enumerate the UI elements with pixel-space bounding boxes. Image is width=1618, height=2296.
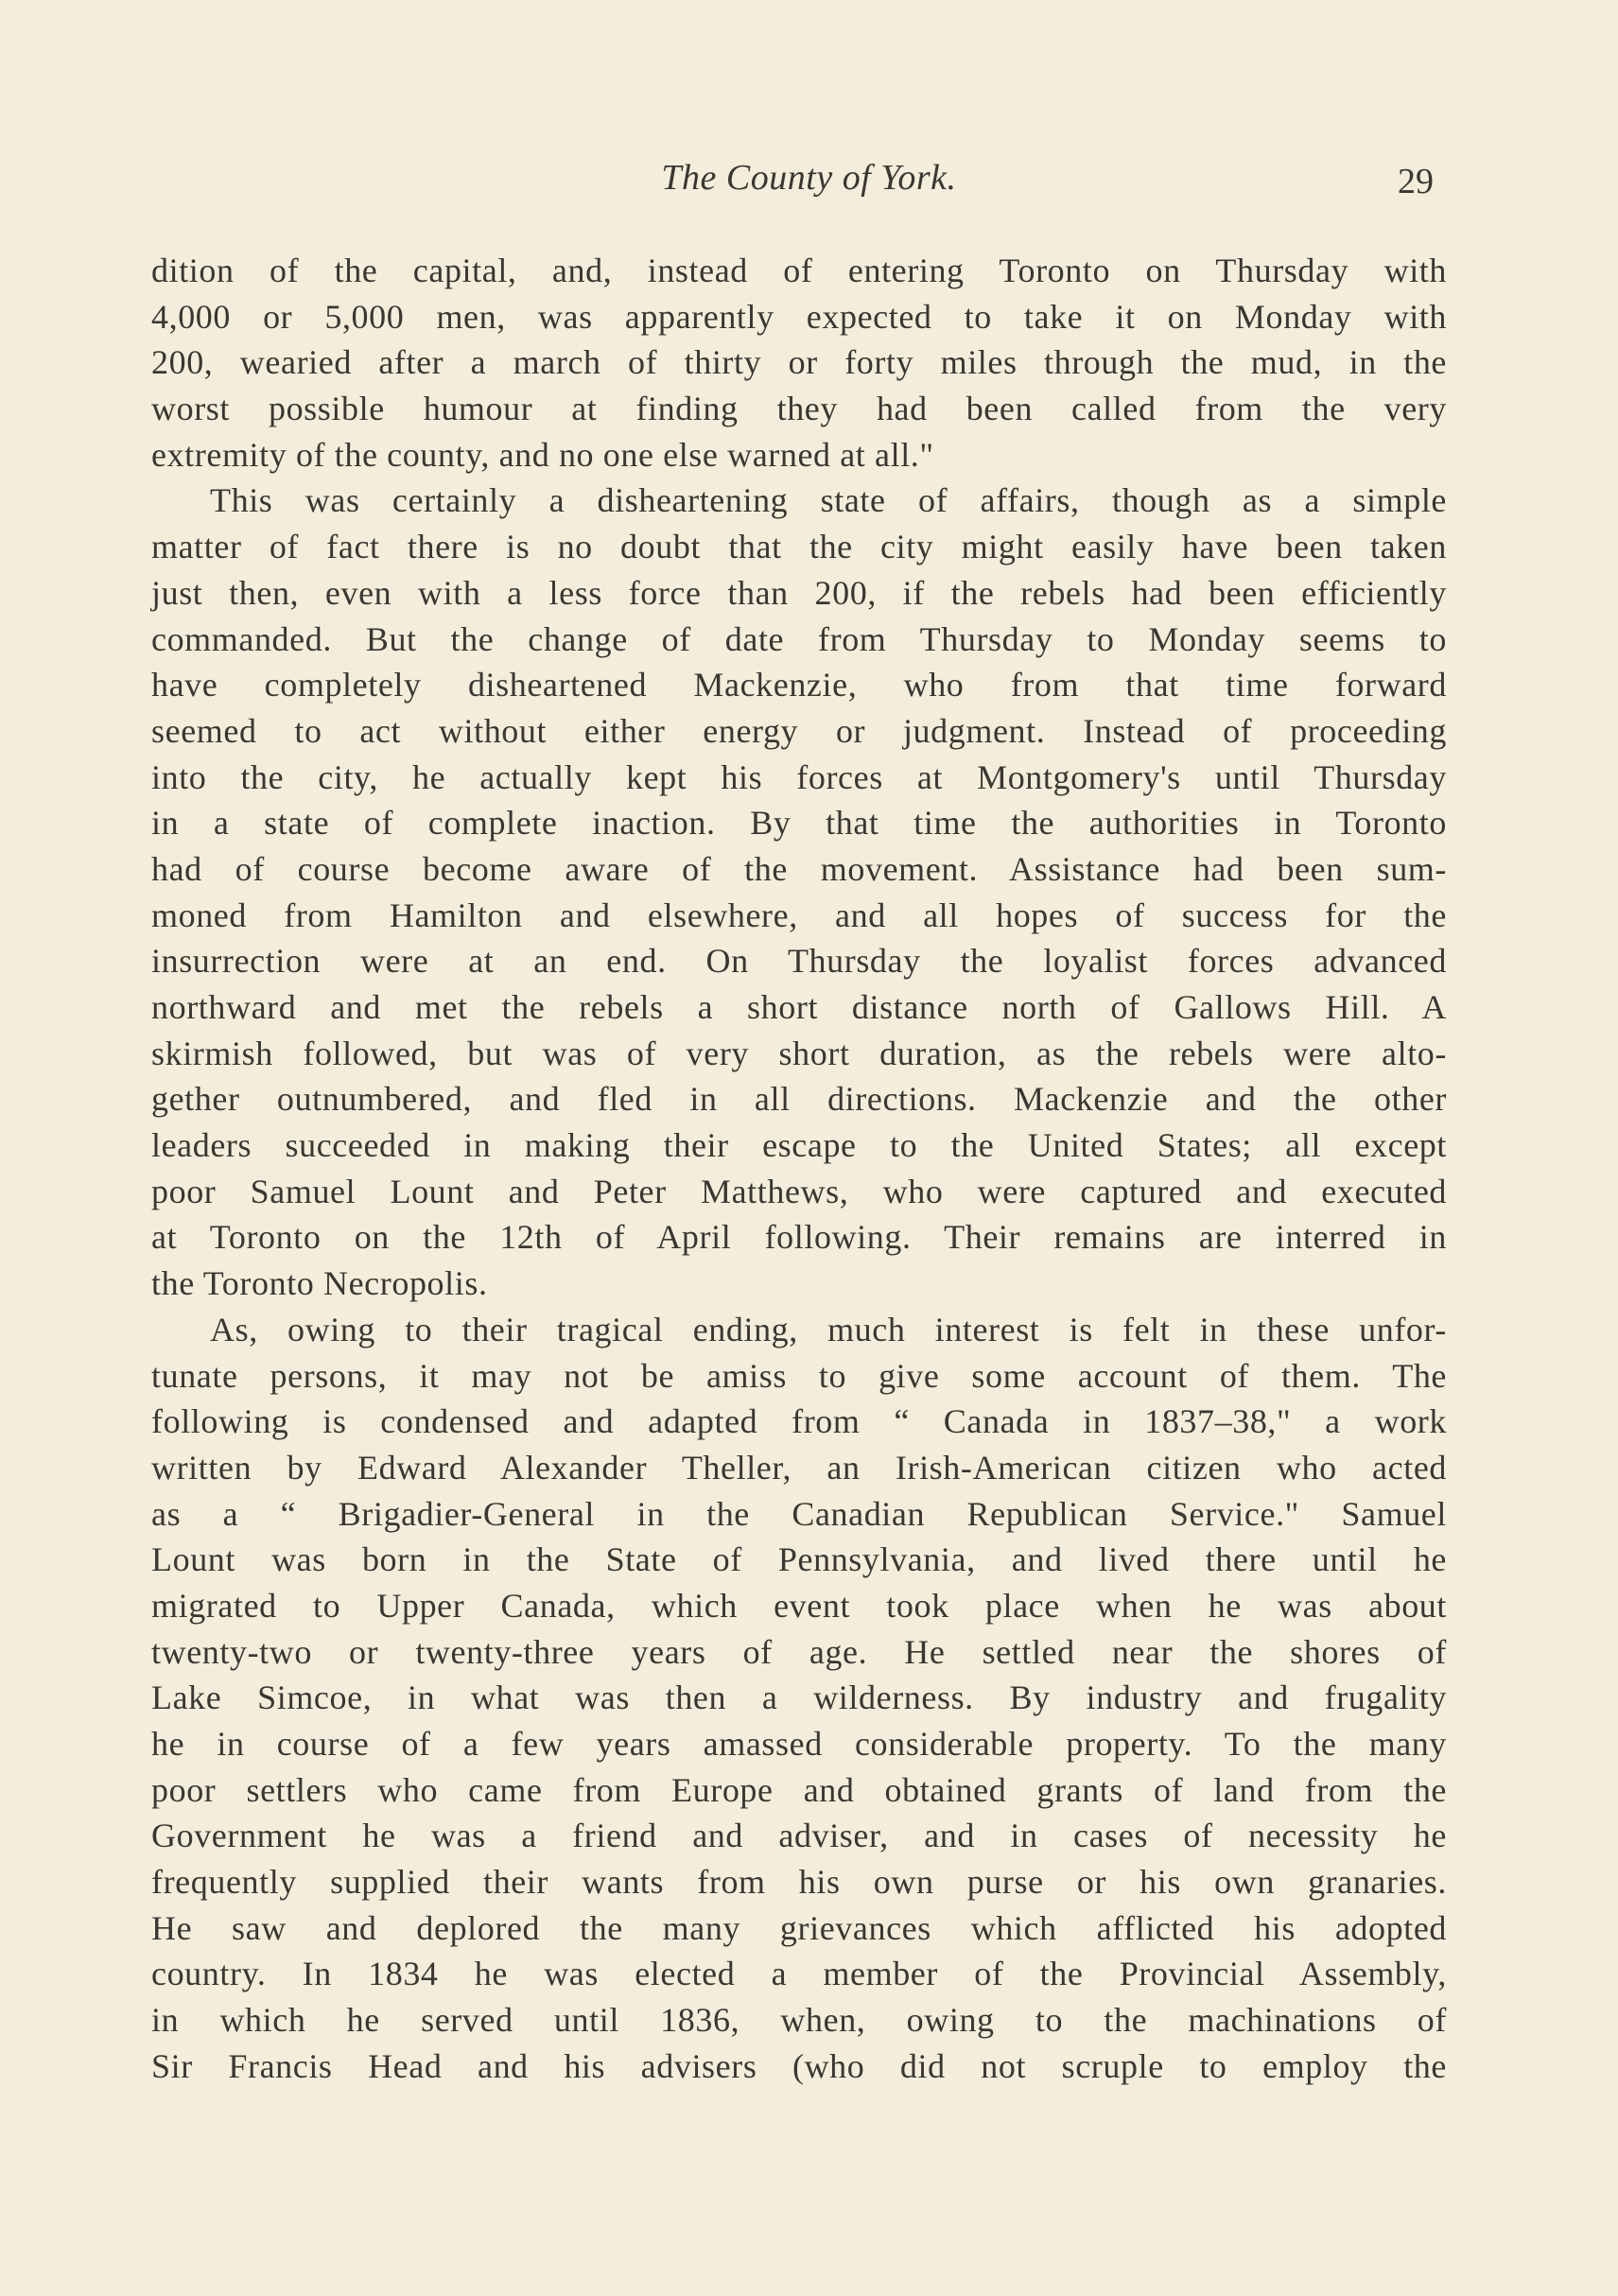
text-line: He saw and deplored the many grievances which afflicted his adopted	[151, 1908, 1447, 1947]
paragraph	[151, 248, 1447, 478]
text-line: northward and met the rebels a short distance north of Gallows Hill. A	[151, 988, 1447, 1026]
text-line: following is condensed and adapted from “ Canada in 1837–38," a work	[151, 1402, 1447, 1441]
body-text	[151, 248, 1447, 2090]
text-line: in which he served until 1836, when, owing to the machinations of	[151, 2001, 1447, 2040]
text-line: gether outnumbered, and fled in all directions. Mackenzie and the other	[151, 1080, 1447, 1119]
text-line: Sir Francis Head and his advisers (who did not scruple to employ the	[151, 2046, 1447, 2085]
text-line: poor Samuel Lount and Peter Matthews, who were captured and executed	[151, 1172, 1447, 1210]
text-line: into the city, he actually kept his forces at Montgomery's until Thursday	[151, 757, 1447, 796]
text-line: poor settlers who came from Europe and obtained grants of land from the	[151, 1770, 1447, 1809]
text-line: frequently supplied their wants from his own purse or his own granaries.	[151, 1863, 1447, 1902]
text-line: extremity of the county, and no one else warned at all."	[151, 435, 934, 474]
text-line: Government he was a friend and adviser, and in cases of necessity he	[151, 1817, 1447, 1855]
text-line: skirmish followed, but was of very short duration, as the rebels were alto-	[151, 1034, 1447, 1072]
text-line: insurrection were at an end. On Thursday the loyalist forces advanced	[151, 942, 1447, 981]
text-line: the Toronto Necropolis.	[151, 1264, 488, 1303]
text-line: in a state of complete inaction. By that time the authorities in Toronto	[151, 804, 1447, 843]
text-line: moned from Hamilton and elsewhere, and all hopes of success for the	[151, 896, 1447, 934]
text-line: 4,000 or 5,000 men, was apparently expected to take it on Monday with	[151, 297, 1447, 336]
text-line: worst possible humour at finding they had been called from the very	[151, 390, 1447, 428]
text-line: Lake Simcoe, in what was then a wilderness. By industry and frugality	[151, 1679, 1447, 1717]
text-line: commanded. But the change of date from Thursday to Monday seems to	[151, 619, 1447, 658]
running-title: The County of York.	[661, 158, 957, 198]
paragraph	[151, 1307, 1447, 2090]
text-line: have completely disheartened Mackenzie, who from that time forward	[151, 666, 1447, 704]
page-header	[0, 157, 1618, 204]
text-line: seemed to act without either energy or judgment. Instead of proceeding	[151, 711, 1447, 750]
text-line: tunate persons, it may not be amiss to give some account of them. The	[151, 1356, 1447, 1395]
text-line: twenty-two or twenty-three years of age. He settled near the shores of	[151, 1632, 1447, 1671]
text-line: migrated to Upper Canada, which event took place when he was about	[151, 1586, 1447, 1625]
text-line: matter of fact there is no doubt that the city might easily have been taken	[151, 528, 1447, 566]
text-line: had of course become aware of the movement. Assistance had been sum-	[151, 849, 1447, 888]
page-number: 29	[1398, 162, 1434, 201]
text-line: leaders succeeded in making their escape to the United States; all except	[151, 1126, 1447, 1165]
text-line: as a “ Brigadier-General in the Canadian Republican Service." Samuel	[151, 1494, 1447, 1533]
text-line: 200, wearied after a march of thirty or forty miles through the mud, in the	[151, 343, 1447, 382]
text-line: country. In 1834 he was elected a member of the Provincial Assembly,	[151, 1955, 1447, 1993]
text-line: Lount was born in the State of Pennsylvania, and lived there until he	[151, 1540, 1447, 1579]
text-line: just then, even with a less force than 200, if the rebels had been efficiently	[151, 573, 1447, 612]
text-line: As, owing to their tragical ending, much interest is felt in these unfor-	[210, 1310, 1447, 1348]
paragraph	[151, 478, 1447, 1306]
text-line: at Toronto on the 12th of April following. Their remains are interred in	[151, 1218, 1447, 1257]
text-line: he in course of a few years amassed considerable property. To the many	[151, 1725, 1447, 1763]
text-line: written by Edward Alexander Theller, an Irish-American citizen who acted	[151, 1448, 1447, 1487]
text-line: dition of the capital, and, instead of entering Toronto on Thursday with	[151, 252, 1447, 289]
text-line: This was certainly a disheartening state of affairs, though as a simple	[210, 481, 1447, 520]
